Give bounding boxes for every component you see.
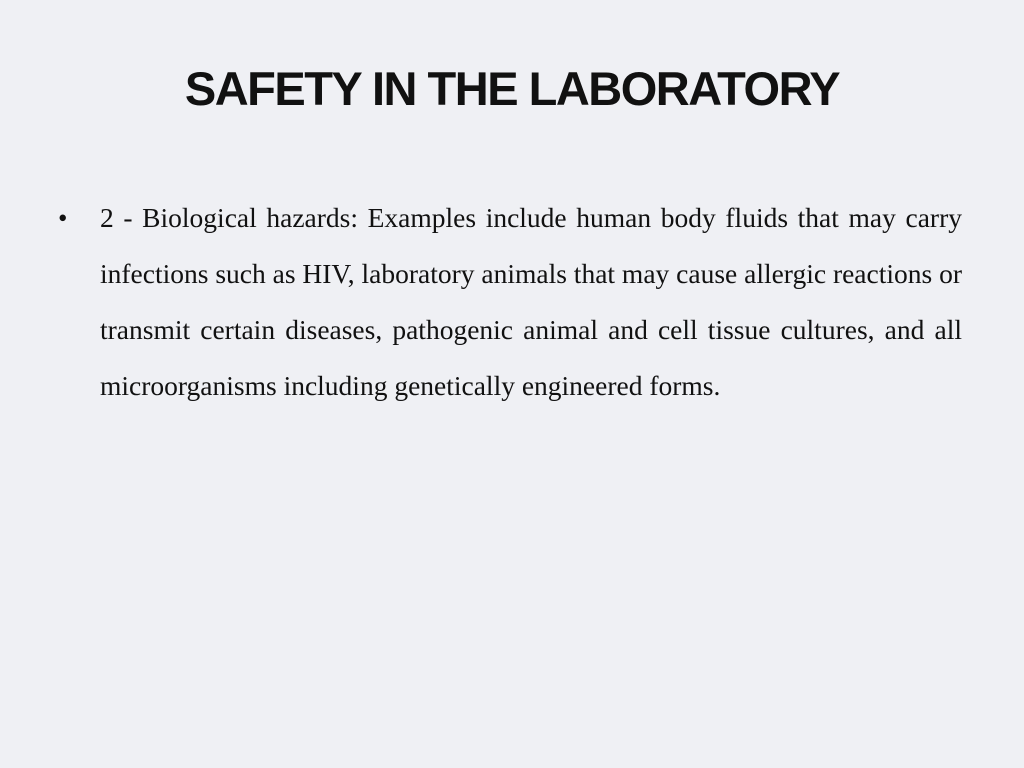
slide-title: SAFETY IN THE LABORATORY: [184, 62, 840, 115]
bullet-marker: •: [58, 203, 68, 233]
bullet-text: 2 - Biological hazards: Examples include human body fluids that may carry infections such as HIV, laboratory animals that may cause allergic reactions or transmit certain diseases, pathogenic animal and cell tissue cultures, and all microorganisms including genetically engineered forms.: [100, 202, 962, 401]
bullet-list: [58, 190, 962, 414]
bullet-item: [58, 190, 962, 414]
